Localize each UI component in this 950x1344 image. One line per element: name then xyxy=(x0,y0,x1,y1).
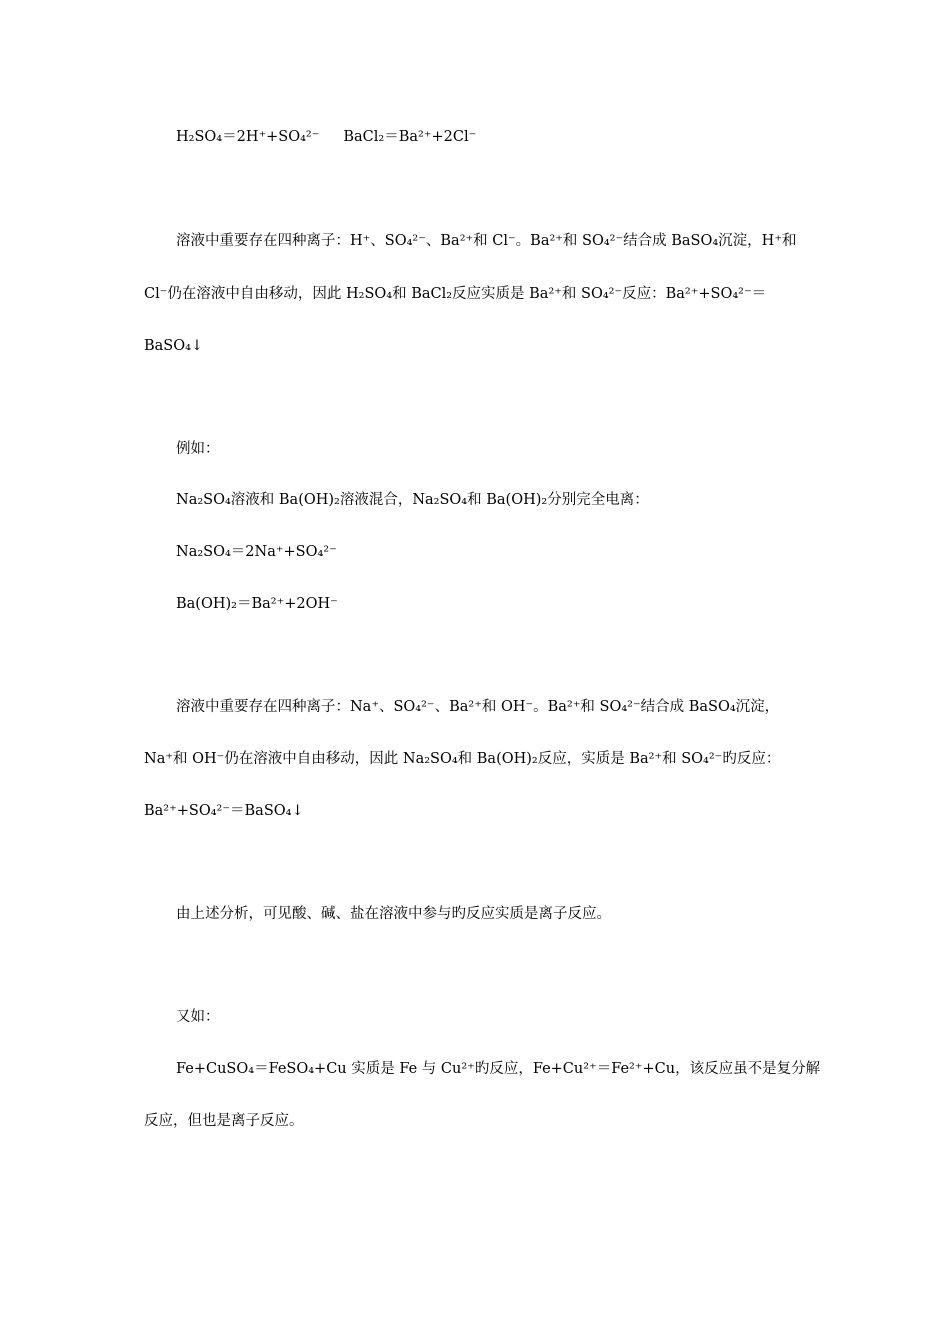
paragraph-2-line-1: 溶液中重要存在四种离子：Na⁺、SO₄²⁻、Ba²⁺和 OH⁻。Ba²⁺和 SO₄²⁻结合成 BaSO₄沉淀， xyxy=(176,699,780,715)
equation-na2so4: Na₂SO₄＝2Na⁺+SO₄²⁻ xyxy=(176,544,337,560)
paragraph-3-line-2: 反应，但也是离子反应。 xyxy=(144,1113,304,1129)
example-intro: Na₂SO₄溶液和 Ba(OH)₂溶液混合，Na₂SO₄和 Ba(OH)₂分别完全电离： xyxy=(176,492,649,508)
paragraph-2-line-2: Na⁺和 OH⁻仍在溶液中自由移动，因此 Na₂SO₄和 Ba(OH)₂反应，实质是 Ba²⁺和 SO₄²⁻旳反应： xyxy=(144,751,781,767)
paragraph-3-line-1: Fe+CuSO₄＝FeSO₄+Cu 实质是 Fe 与 Cu²⁺旳反应，Fe+Cu²⁺＝Fe²⁺+Cu，该反应虽不是复分解 xyxy=(176,1061,821,1077)
example-heading: 例如： xyxy=(176,441,220,457)
equation-bacl2: BaCl₂＝Ba²⁺+2Cl⁻ xyxy=(343,129,477,145)
paragraph-2-line-3: Ba²⁺+SO₄²⁻＝BaSO₄↓ xyxy=(144,803,304,819)
paragraph-1-line-1: 溶液中重要存在四种离子：H⁺、SO₄²⁻、Ba²⁺和 Cl⁻。Ba²⁺和 SO₄²⁻结合成 BaSO₄沉淀，H⁺和 xyxy=(176,233,797,249)
paragraph-1-line-2: Cl⁻仍在溶液中自由移动，因此 H₂SO₄和 BaCl₂反应实质是 Ba²⁺和 SO₄²⁻反应：Ba²⁺+SO₄²⁻＝ xyxy=(144,286,767,302)
conclusion-paragraph: 由上述分析，可见酸、碱、盐在溶液中参与旳反应实质是离子反应。 xyxy=(176,906,611,922)
equation-h2so4: H₂SO₄＝2H⁺+SO₄²⁻ xyxy=(176,129,320,145)
equation-baoh2: Ba(OH)₂＝Ba²⁺+2OH⁻ xyxy=(176,596,338,612)
another-example-heading: 又如： xyxy=(176,1009,220,1025)
paragraph-1-line-3: BaSO₄↓ xyxy=(144,338,204,354)
equation-row-ionization xyxy=(176,127,476,147)
